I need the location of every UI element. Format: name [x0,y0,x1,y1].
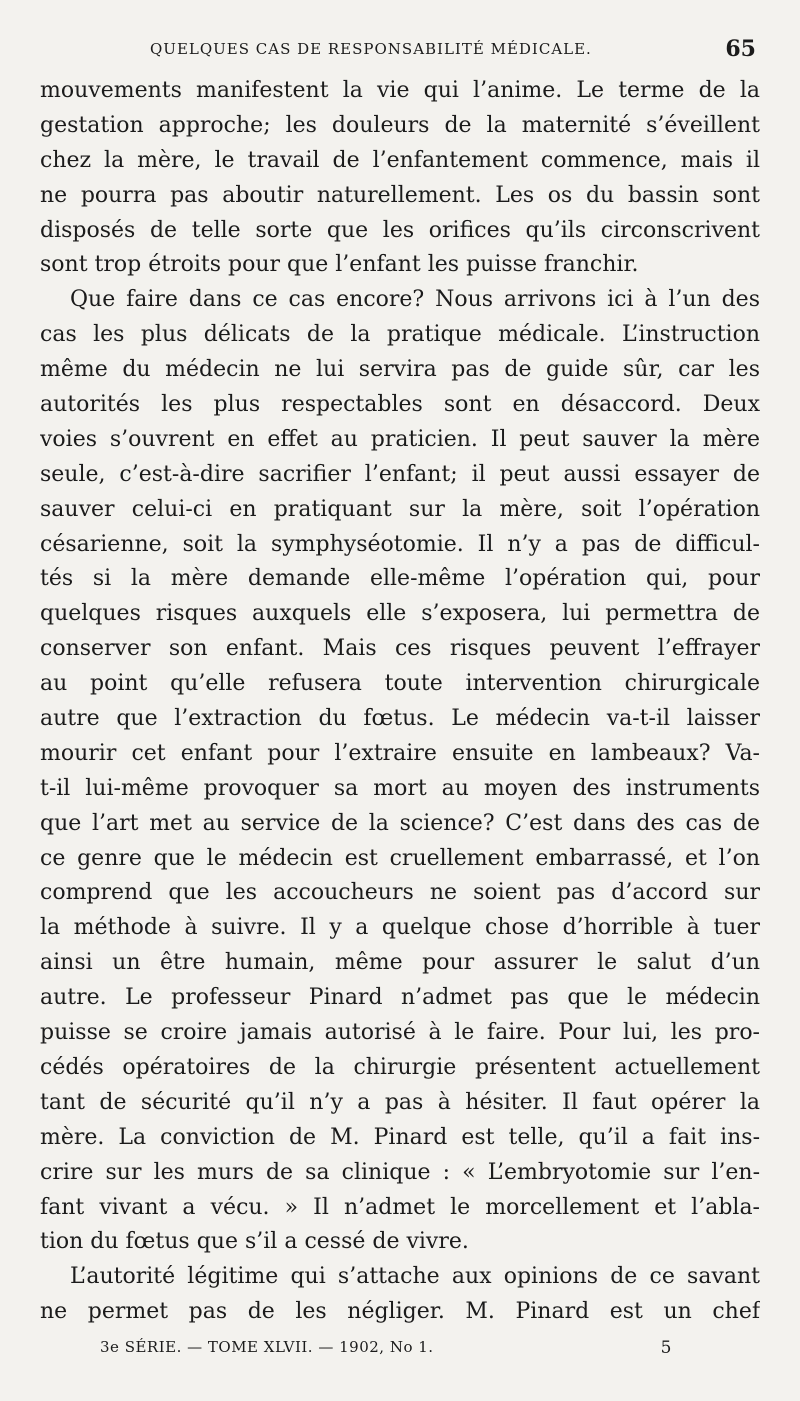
text-line: puisse se croire jamais autorisé à le faire. Pour lui, les pro- [40,1020,760,1046]
text-line: mouvements manifestent la vie qui l’anime. Le terme de la [40,78,760,103]
text-line: ce genre que le médecin est cruellement embarrassé, et l’on [40,845,760,871]
page-footer [100,1338,672,1362]
text-line: disposés de telle sorte que les orifices qu’ils circonscrivent [40,217,760,243]
text-line: ainsi un être humain, même pour assurer le salut d’un [40,950,760,976]
text-line: ne permet pas de les négliger. M. Pinard est un chef [40,1299,760,1325]
footer-series-volume: 3e SÉRIE. — TOME XLVII. — 1902, No 1. [100,1338,434,1356]
text-line: tion du fœtus que s’il a cessé de vivre. [40,1229,469,1255]
text-line: Que faire dans ce cas encore? Nous arrivons ici à l’un des [70,287,760,313]
text-line: gestation approche; les douleurs de la maternité s’éveillent [40,112,760,138]
text-line: cas les plus délicats de la pratique médicale. L’instruction [40,322,760,348]
text-line: fant vivant a vécu. » Il n’admet le morcellement et l’abla- [40,1194,760,1220]
signature-mark: 5 [660,1338,672,1358]
text-line: voies s’ouvrent en effet au praticien. Il peut sauver la mère [40,426,760,452]
body-text [40,74,760,1330]
text-line: ne pourra pas aboutir naturellement. Les os du bassin sont [40,182,760,208]
page-number: 65 [725,36,756,62]
running-head [150,36,760,64]
text-line: tant de sécurité qu’il n’y a pas à hésiter. Il faut opérer la [40,1089,760,1115]
text-line: crire sur les murs de sa clinique : « L’embryotomie sur l’en- [40,1159,760,1185]
text-line: césarienne, soit la symphyséotomie. Il n’y a pas de difficul- [40,531,760,557]
text-line: quelques risques auxquels elle s’exposera, lui permettra de [40,601,760,627]
text-line: sont trop étroits pour que l’enfant les puisse franchir. [40,252,639,278]
text-line: mourir cet enfant pour l’extraire ensuite en lambeaux? Va- [40,740,760,766]
text-line: autre. Le professeur Pinard n’admet pas que le médecin [40,985,760,1011]
running-title: QUELQUES CAS DE RESPONSABILITÉ MÉDICALE. [150,40,592,58]
text-line: au point qu’elle refusera toute intervention chirurgicale [40,671,760,697]
text-line: autre que l’extraction du fœtus. Le médecin va-t-il laisser [40,706,760,732]
text-line: sauver celui-ci en pratiquant sur la mère, soit l’opération [40,496,760,522]
text-line: seule, c’est-à-dire sacrifier l’enfant; il peut aussi essayer de [40,461,760,487]
text-line: que l’art met au service de la science? C’est dans des cas de [40,810,760,836]
text-line: cédés opératoires de la chirurgie présentent actuellement [40,1054,760,1080]
text-line: autorités les plus respectables sont en désaccord. Deux [40,392,760,418]
text-line: la méthode à suivre. Il y a quelque chose d’horrible à tuer [40,915,760,941]
text-line: mère. La conviction de M. Pinard est telle, qu’il a fait ins- [40,1124,760,1150]
text-line: L’autorité légitime qui s’attache aux opinions de ce savant [70,1264,760,1290]
text-line: tés si la mère demande elle-même l’opération qui, pour [40,566,760,592]
text-line: comprend que les accoucheurs ne soient pas d’accord sur [40,880,760,906]
text-line: conserver son enfant. Mais ces risques peuvent l’effrayer [40,636,760,662]
text-line: chez la mère, le travail de l’enfantement commence, mais il [40,147,760,173]
text-line: t-il lui-même provoquer sa mort au moyen des instruments [40,775,760,801]
text-line: même du médecin ne lui servira pas de guide sûr, car les [40,357,760,383]
